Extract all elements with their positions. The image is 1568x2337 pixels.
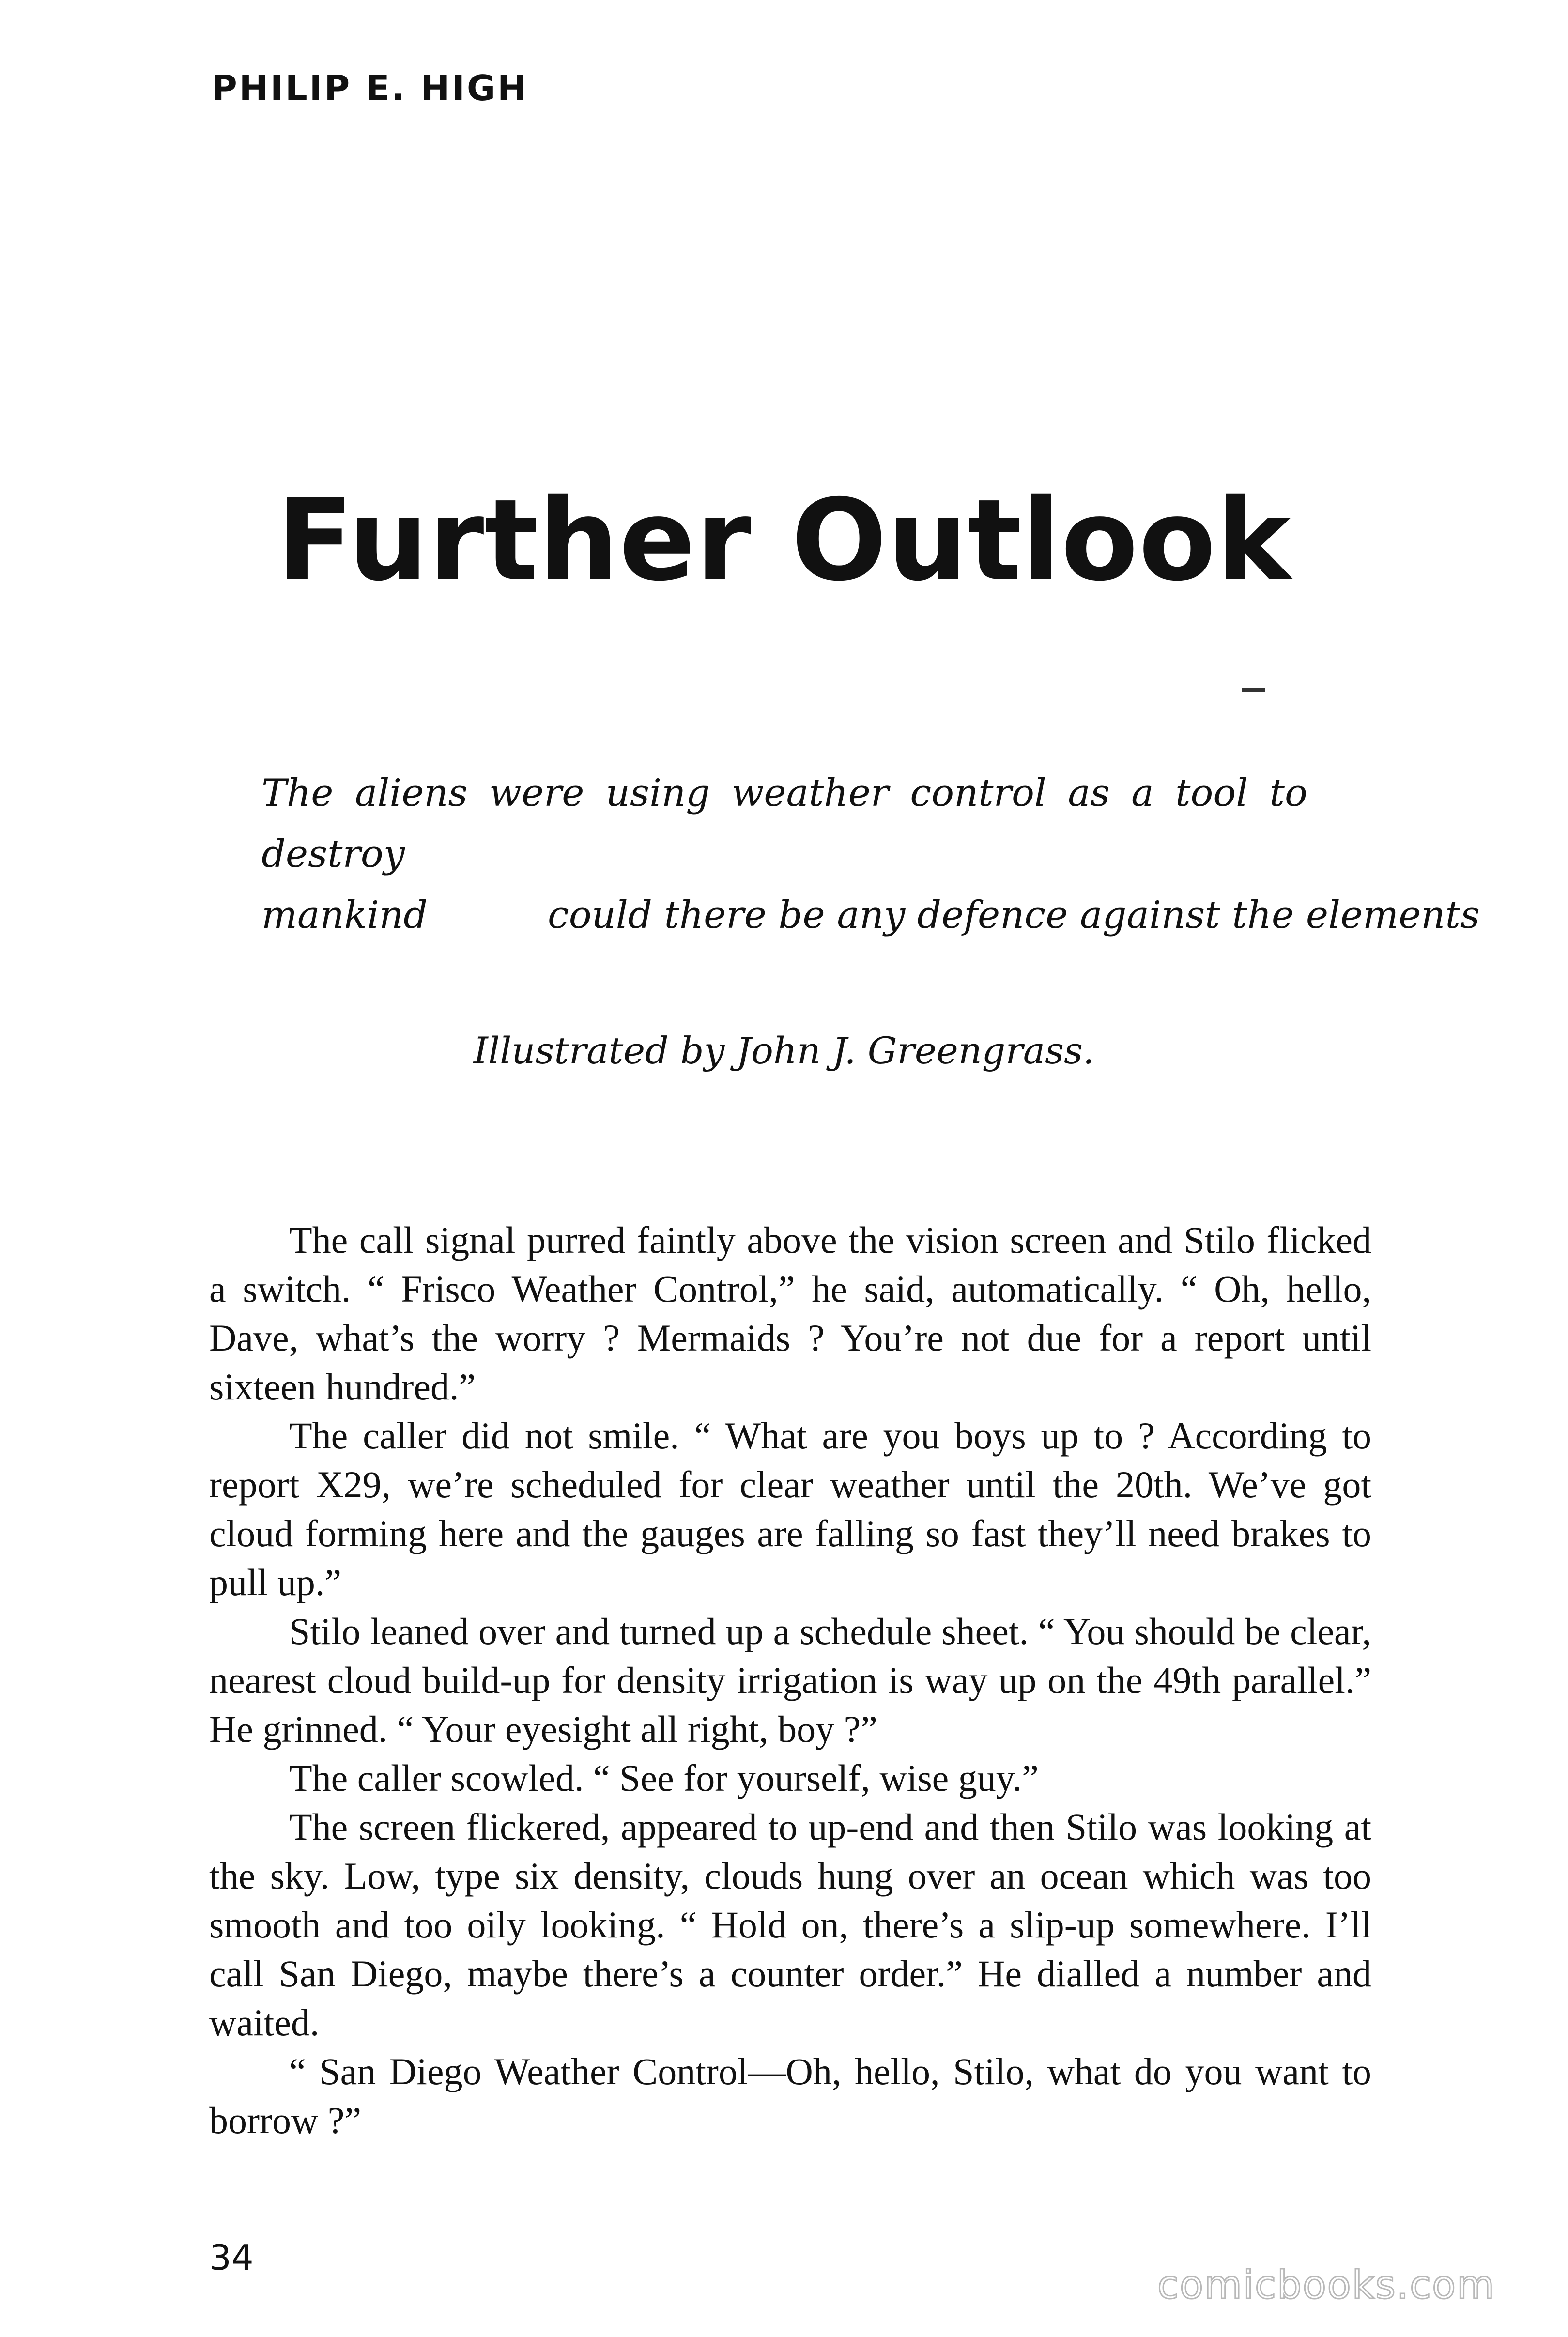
watermark-logo: comicbooks.com xyxy=(1157,2262,1496,2307)
blurb-line-2: mankind could there be any defence against the elements xyxy=(261,893,1480,937)
paragraph: Stilo leaned over and turned up a schedule sheet. “ You should be clear, nearest cloud build-up for density irrigation is way up on the 49th parallel.” He grinned. “ Your eyesight all right, boy ?” xyxy=(209,1610,1371,1750)
paragraph: The caller did not smile. “ What are you boys up to ? According to report X29, we’re scheduled for clear weather until the 20th. We’ve got cloud forming here and the gauges are falling so fast they’ll need brakes to pull up.” xyxy=(209,1414,1371,1603)
illustrator-credit: Illustrated by John J. Greengrass. xyxy=(473,1029,1095,1072)
story-title: Further Outlook xyxy=(277,475,1291,606)
author-name: PHILIP E. HIGH xyxy=(212,68,529,108)
story-body xyxy=(209,1215,1371,2145)
page-number: 34 xyxy=(209,2237,254,2278)
story-blurb xyxy=(261,763,1480,946)
print-dash-mark xyxy=(1242,688,1265,692)
paragraph: The screen flickered, appeared to up-end and then Stilo was looking at the sky. Low, type six density, clouds hung over an ocean which was too smooth and too oily looking. “ Hold on, there’s a slip-up somewhere. I’ll call San Diego, maybe there’s a counter order.” He dialled a number and waited. xyxy=(209,1806,1371,2044)
paragraph: “ San Diego Weather Control—Oh, hello, Stilo, what do you want to borrow ?” xyxy=(209,2050,1371,2141)
paragraph: The caller scowled. “ See for yourself, wise guy.” xyxy=(289,1757,1039,1799)
paragraph: The call signal purred faintly above the vision screen and Stilo flicked a switch. “ Frisco Weather Control,” he said, automatically. “ Oh, hello, Dave, what’s the worry ? Mermaids ? You’re not due for a report until sixteen hundred.” xyxy=(209,1219,1371,1408)
blurb-line-1: The aliens were using weather control as a tool to destroy xyxy=(261,771,1307,876)
